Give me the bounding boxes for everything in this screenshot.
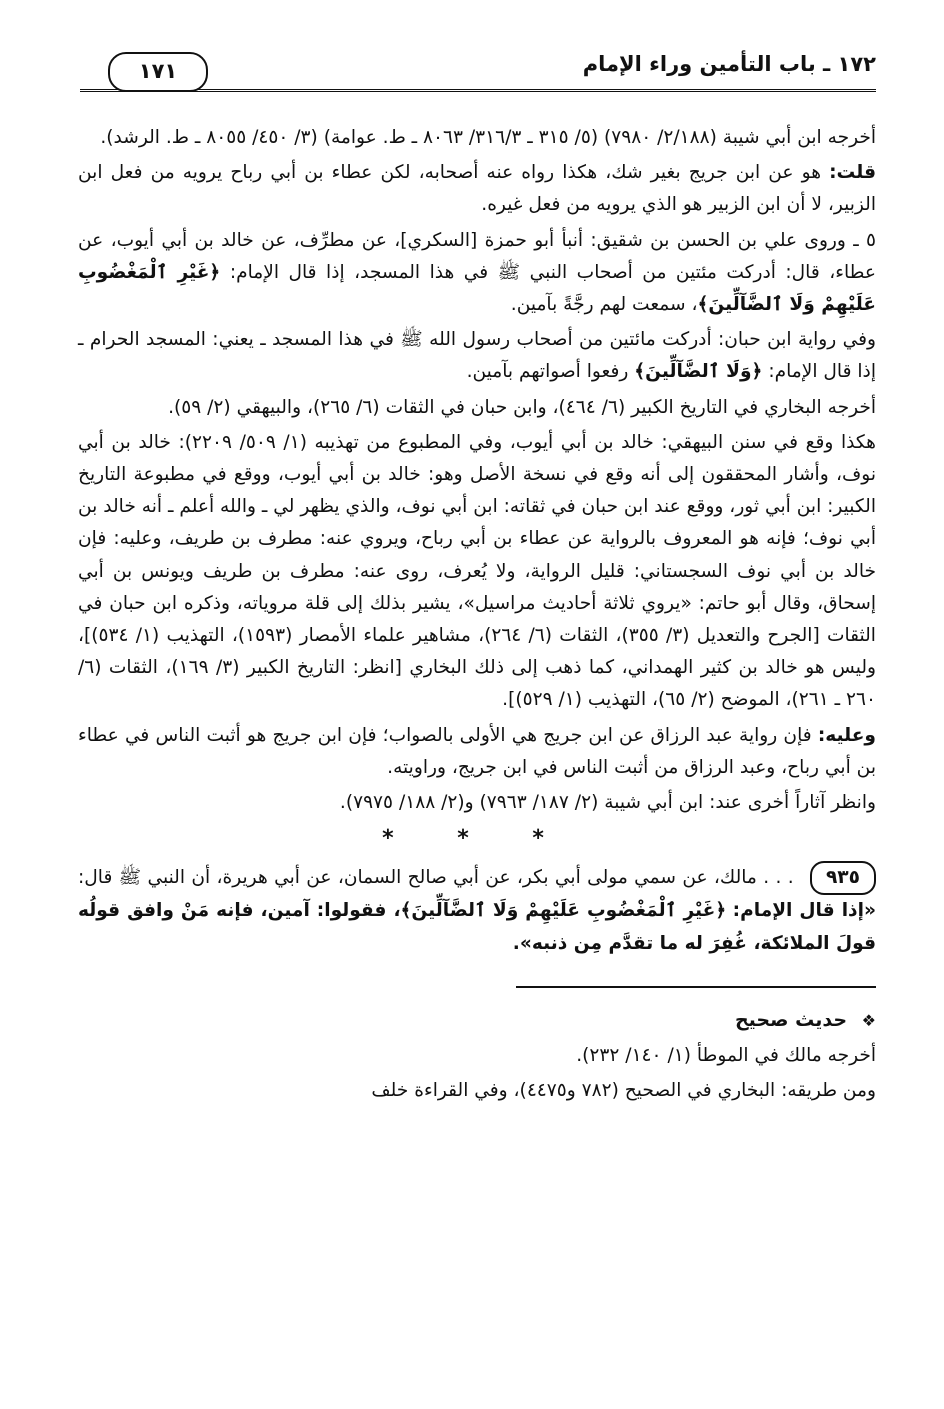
comment-text: هو عن ابن جريج بغير شك، هكذا رواه عنه أصحابه، لكن عطاء بن أبي رباح يرويه من فعل ابن الزبير، لا أن ابن الزبير هو الذي يرويه من فعل غيره. <box>78 162 876 216</box>
ibn-hibban-end: رفعوا أصواتهم بآمين. <box>466 361 629 383</box>
comment-label: قلت: <box>829 162 877 184</box>
hadith-matn-start: «إذا قال الإمام: <box>732 900 876 922</box>
hadith-number: ٩٣٥ <box>810 861 876 895</box>
paragraph-conclusion <box>78 720 876 784</box>
hadith-isnad: . . . مالك، عن سمي مولى أبي بكر، عن أبي صالح السمان، عن أبي هريرة، أن النبي ﷺ قال: <box>78 867 794 889</box>
footnote-line-1: أخرجه مالك في الموطأ (١/ ١٤٠/ ٢٣٢). <box>576 1045 876 1067</box>
chapter-title: ١٧٢ ـ باب التأمين وراء الإمام <box>582 52 876 76</box>
ibn-hibban-text: وفي رواية ابن حبان: أدركت مائتين من أصحاب رسول الله ﷺ في هذا المسجد ـ يعني: المسجد الحرام ـ إذا قال الإمام: <box>78 329 876 383</box>
footnote-divider <box>516 986 876 988</box>
quran-verse: ﴿وَلَا ٱلضَّآلِّينَ﴾ <box>634 361 763 383</box>
conclusion-label: وعليه: <box>817 724 876 746</box>
grade-text: حديث صحيح <box>734 1008 848 1031</box>
hadith-grade <box>78 1004 876 1037</box>
narration-5-end: ، سمعت لهم رجَّةً بآمين. <box>510 294 698 316</box>
paragraph-ibn-hibban <box>78 324 876 388</box>
quran-verse: ﴿غَيْرِ ٱلْمَغْضُوبِ عَلَيْهِمْ وَلَا ٱلضَّآلِّينَ﴾ <box>78 261 876 316</box>
hadith-935 <box>78 861 876 959</box>
paragraph-narration-5 <box>78 225 876 322</box>
quran-verse: ﴿غَيْرِ ٱلْمَغْضُوبِ عَلَيْهِمْ وَلَا ٱلضَّآلِّينَ﴾ <box>400 900 727 922</box>
page-header <box>80 50 876 98</box>
paragraph-takhrij-2: أخرجه البخاري في التاريخ الكبير (٦/ ٤٦٤)، وابن حبان في الثقات (٦/ ٢٦٥)، والبيهقي (٢/ ٥٩). <box>168 396 876 418</box>
section-separator: * * * <box>382 826 572 852</box>
footnote-line-2: ومن طريقه: البخاري في الصحيح (٧٨٢ و٤٤٧٥)، وفي القراءة خلف <box>371 1080 876 1102</box>
page-number: ١٧١ <box>108 52 208 92</box>
page-body <box>78 122 876 1110</box>
paragraph-discussion: هكذا وقع في سنن البيهقي: خالد بن أبي أيوب، وفي المطبوع من تهذيبه (١/ ٥٠٩/ ٢٢٠٩): خالد بن أبي نوف، وأشار المحققون إلى أنه وقع في نسخة الأصل وهو: خالد بن أبي أيوب، ووقع في مطبوعة التاريخ الكبير: ابن أبي ثور، ووقع عند ابن حبان في ثقاته: ابن أبي نوف، والذي يظهر لي ـ والله أعلم ـ أنه خالد بن أبي نوف؛ فإنه هو المعروف بالرواية عن عطاء بن أبي رباح، ويروي عنه: مطرف بن طريف، وعليه: فإن خالد بن أبي نوف السجستاني: قليل الرواية، ولا يُعرف، روى عنه: مطرف بن طريف ويونس بن أبي إسحاق، وقال أبو حاتم: «يروي ثلاثة أحاديث مراسيل»، يشير بذلك إلى قلة مروياته، وذكره ابن حبان في الثقات [الجرح والتعديل (٣/ ٣٥٥)، الثقات (٦/ ٢٦٤)، مشاهير علماء الأمصار (١٥٩٣)، التهذيب (١/ ٥٣٤)]، وليس هو خالد بن كثير الهمداني، كما ذهب إلى ذلك البخاري [انظر: التاريخ الكبير (٣/ ١٦٩)، الثقات (٦/ ٢٦٠ ـ ٢٦١)، الموضح (٢/ ٦٥)، التهذيب (١/ ٥٢٩)]. <box>78 431 876 711</box>
bullet-icon: ❖ <box>861 1010 876 1030</box>
conclusion-text: فإن رواية عبد الرزاق عن ابن جريج هي الأولى بالصواب؛ فإن ابن جريج هو أثبت الناس في عطاء بن أبي رباح، وعبد الرزاق من أثبت الناس في ابن جريج، وراويته. <box>78 724 876 778</box>
narration-5-text: ٥ ـ وروى علي بن الحسن بن شقيق: أنبأ أبو حمزة [السكري]، عن مطرِّف، عن خالد بن أبي أيوب، عن عطاء، قال: أدركت مئتين من أصحاب النبي ﷺ في هذا المسجد، إذا قال الإمام: <box>78 229 876 283</box>
paragraph-see-also: وانظر آثاراً أخرى عند: ابن أبي شيبة (٢/ ١٨٧/ ٧٩٦٣) و(٢/ ١٨٨/ ٧٩٧٥). <box>339 792 876 814</box>
paragraph-comment <box>78 157 876 221</box>
paragraph-takhrij-1: أخرجه ابن أبي شيبة (٢/١٨٨/ ٧٩٨٠) (٥/ ٣١٥ ـ ٣١٦/٣/ ٨٠٦٣ ـ ط. عوامة) (٣/ ٤٥٠/ ٨٠٥٥ ـ ط. الرشد). <box>100 127 876 148</box>
header-rule <box>80 89 876 92</box>
hadith-matn-end: ، فقولوا: آمين، فإنه مَنْ وافق قولُه قولَ الملائكة، غُفِرَ له ما تقدَّم مِن ذنبه». <box>78 900 876 954</box>
